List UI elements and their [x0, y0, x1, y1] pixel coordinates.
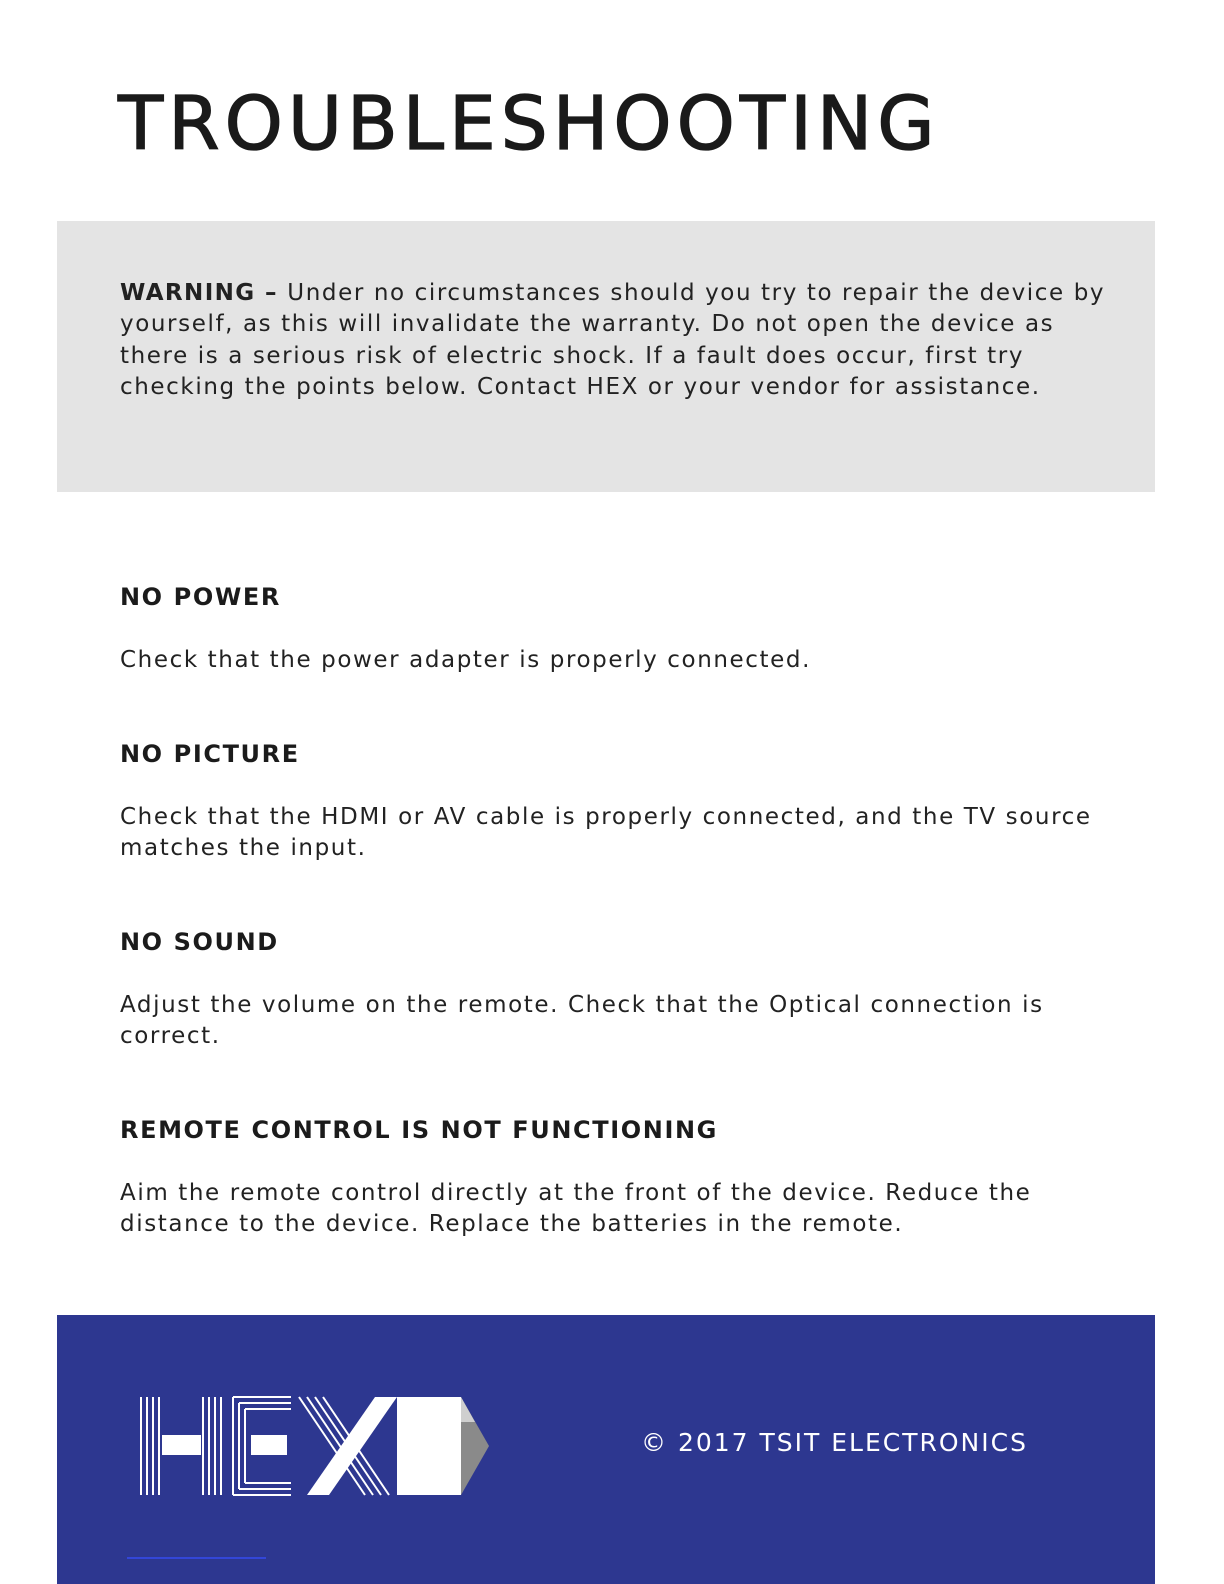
- warning-label: WARNING –: [120, 280, 288, 306]
- warning-body: Under no circumstances should you try to repair the device by yourself, as this will invalidate the warranty. Do not open the device as there is a serious risk of electric shock. If a fault does occur, first try checking the points below. Contact HEX or your vendor for assistance.: [120, 280, 1106, 400]
- section-no-power: [120, 582, 1110, 676]
- section-heading: REMOTE CONTROL IS NOT FUNCTIONING: [120, 1116, 718, 1144]
- section-heading: NO POWER: [120, 583, 281, 611]
- section-no-picture: [120, 739, 1110, 865]
- section-body: Check that the power adapter is properly connected.: [120, 647, 812, 673]
- section-remote-control: [120, 1115, 1110, 1241]
- page-title: TROUBLESHOOTING: [118, 81, 940, 167]
- section-body: Check that the HDMI or AV cable is properly connected, and the TV source matches the input.: [120, 804, 1092, 862]
- footer-rule: [127, 1557, 266, 1559]
- warning-box: [57, 221, 1155, 492]
- section-no-sound: [120, 927, 1110, 1053]
- section-heading: NO PICTURE: [120, 740, 300, 768]
- section-body: Aim the remote control directly at the front of the device. Reduce the distance to the device. Replace the batteries in the remote.: [120, 1180, 1032, 1238]
- section-heading: NO SOUND: [120, 928, 279, 956]
- hex-logo-icon: [139, 1395, 489, 1499]
- warning-text: [120, 278, 1110, 403]
- footer: [57, 1315, 1155, 1584]
- copyright-text: © 2017 TSIT ELECTRONICS: [641, 1428, 1028, 1457]
- section-body: Adjust the volume on the remote. Check that the Optical connection is correct.: [120, 992, 1044, 1050]
